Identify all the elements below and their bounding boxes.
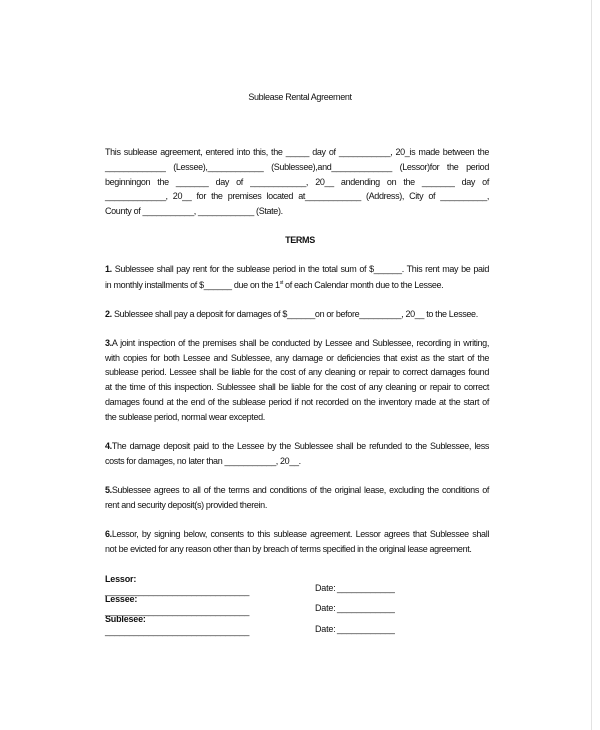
term-text: Sublessee shall pay rent for the sublease period in the total sum of $______. This rent may be paid: [111, 264, 489, 274]
date-line[interactable]: ____________: [337, 603, 395, 613]
term-3-line: [105, 382, 489, 393]
date-label: Date:: [315, 624, 336, 634]
term-3-line: [105, 412, 489, 423]
term-text: Sublessee agrees to all of the terms and conditions of the original lease, excluding the conditions of: [111, 485, 489, 495]
term-text: costs for damages, no later than ___________, 20__.: [105, 456, 301, 466]
term-text: The damage deposit paid to the Lessee by the Sublessee shall be refunded to the Sublessee, less: [111, 441, 489, 451]
term-text: damages found at the end of the sublease period if not recorded on the inventory made at the start of: [105, 397, 489, 407]
term-2-line: [105, 309, 489, 320]
term-text: in monthly installments of $______ due on the 1st of each Calendar month due to the Lessee.: [105, 280, 444, 290]
term-1-line: [105, 280, 489, 291]
term-number: 2.: [105, 309, 112, 319]
term-text: Sublessee shall pay a deposit for damages of $______on or before_________, 20__ to the Lessee.: [111, 309, 478, 319]
intro-line: beginningon the _______ day of ____________, 20__ andending on the _______ day of: [105, 177, 489, 187]
superscript: st: [279, 280, 283, 286]
date-label: Date:: [315, 603, 336, 613]
term-5-line: [105, 500, 489, 511]
term-6-line: [105, 544, 489, 555]
term-text: rent and security deposit(s) provided therein.: [105, 500, 267, 510]
term-3-line: [105, 367, 489, 378]
term-text: at the time of this inspection. Sublessee shall be liable for the cost of any cleaning or repair to correct: [105, 382, 489, 392]
terms-heading: TERMS: [285, 235, 315, 245]
term-3-line: [105, 397, 489, 408]
term-text: A joint inspection of the premises shall be conducted by Lessee and Sublessee, recording in writing,: [111, 338, 489, 348]
term-number: 4.: [105, 441, 112, 451]
intro-line: _____________ (Lessee),____________ (Sublessee),and_____________ (Lessor)for the period: [105, 162, 489, 172]
signature-role-label: Sublesee:: [105, 614, 146, 624]
term-text: Lessor, by signing below, consents to this sublease agreement. Lessor agrees that Sublessee shall: [111, 529, 489, 539]
term-4-line: [105, 456, 489, 467]
term-number: 1.: [105, 264, 112, 274]
intro-line: County of ___________, ____________ (State).: [105, 206, 283, 216]
term-text: the sublease period, normal wear excepted.: [105, 412, 265, 422]
term-text: with copies for both Lessee and Sublessee, any damage or deficiencies that exist as the start of the: [105, 353, 489, 363]
term-number: 6.: [105, 529, 112, 539]
term-4-line: [105, 441, 489, 452]
signature-role-label: Lessor:: [105, 574, 137, 584]
signature-line[interactable]: ______________________________: [105, 626, 250, 636]
date-line[interactable]: ____________: [337, 624, 395, 634]
term-3-line: [105, 353, 489, 364]
document-title: Sublease Rental Agreement: [248, 92, 352, 102]
term-1-line: [105, 264, 489, 275]
term-number: 5.: [105, 485, 112, 495]
date-label: Date:: [315, 583, 336, 593]
term-3-line: [105, 338, 489, 349]
term-text: sublease period. Lessee shall be liable for the cost of any cleaning or repair to correct damages found: [105, 367, 489, 377]
term-6-line: [105, 529, 489, 540]
term-5-line: [105, 485, 489, 496]
signature-line[interactable]: ______________________________: [105, 586, 250, 596]
signature-line[interactable]: ______________________________: [105, 606, 250, 616]
signature-role-label: Lessee:: [105, 594, 138, 604]
intro-line: This sublease agreement, entered into this, the _____ day of ___________, 20_is made between the: [105, 147, 489, 157]
term-number: 3.: [105, 338, 112, 348]
term-text: not be evicted for any reason other than by breach of terms specified in the original lease agreement.: [105, 544, 472, 554]
page-edge: [591, 0, 592, 730]
intro-line: _____________, 20__ for the premises located at____________ (Address), City of __________,: [105, 191, 489, 201]
date-line[interactable]: ____________: [337, 583, 395, 593]
